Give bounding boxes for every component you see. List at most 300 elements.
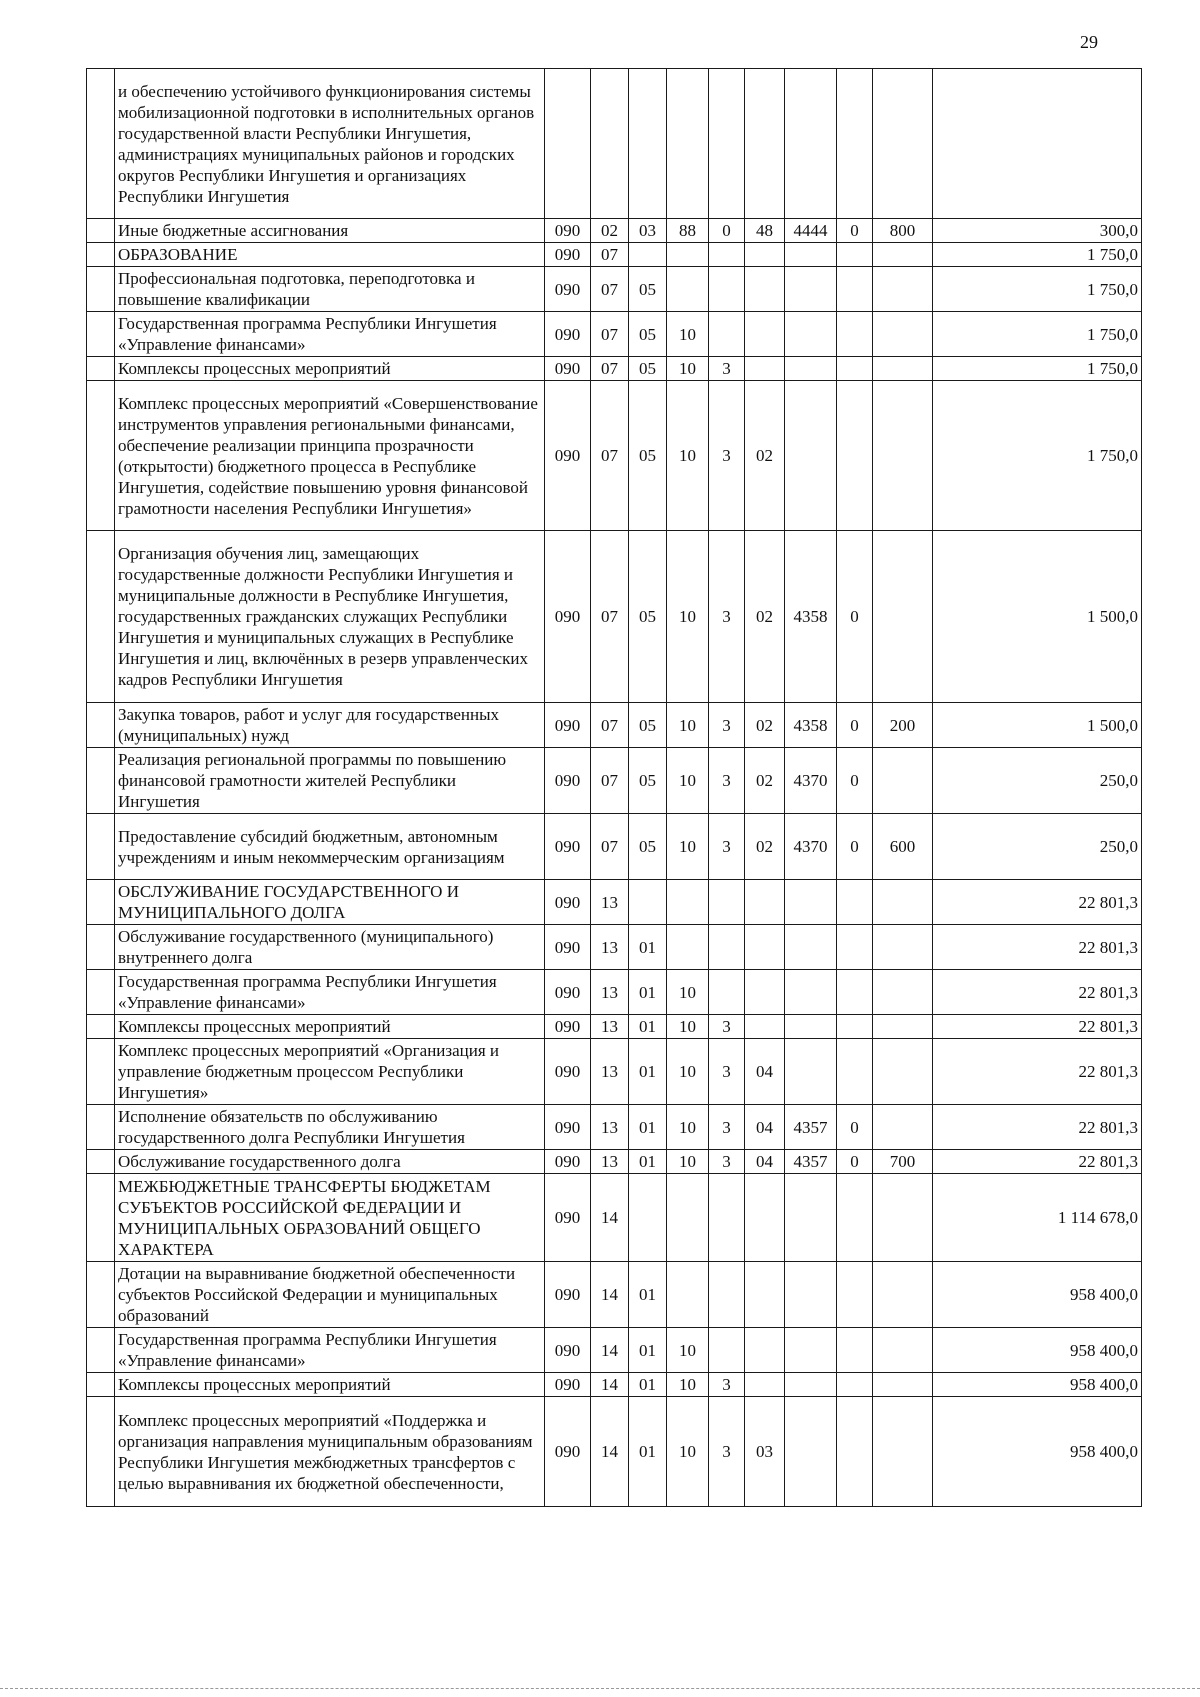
row-index-cell [87, 1174, 115, 1262]
code-cell-c5 [709, 1328, 745, 1373]
amount-cell: 1 750,0 [933, 312, 1142, 357]
row-index-cell [87, 880, 115, 925]
row-name-cell: Дотации на выравнивание бюджетной обеспеченности субъектов Российской Федерации и муниципальных образований [115, 1262, 545, 1328]
code-cell-c8: 0 [837, 219, 873, 243]
amount-cell: 1 750,0 [933, 357, 1142, 381]
row-name-cell: Государственная программа Республики Ингушетия «Управление финансами» [115, 1328, 545, 1373]
row-index-cell [87, 1150, 115, 1174]
code-cell-c9 [873, 531, 933, 703]
table-row [87, 814, 1142, 880]
code-cell-c1: 090 [545, 312, 591, 357]
code-cell-c8: 0 [837, 1105, 873, 1150]
code-cell-c9 [873, 312, 933, 357]
code-cell-c8: 0 [837, 748, 873, 814]
code-cell-c4 [667, 925, 709, 970]
code-cell-c3: 05 [629, 312, 667, 357]
amount-cell: 22 801,3 [933, 1039, 1142, 1105]
row-index-cell [87, 925, 115, 970]
code-cell-c8: 0 [837, 814, 873, 880]
code-cell-c4: 10 [667, 814, 709, 880]
code-cell-c3: 01 [629, 1015, 667, 1039]
code-cell-c6 [745, 243, 785, 267]
amount-cell: 22 801,3 [933, 1105, 1142, 1150]
code-cell-c4 [667, 1174, 709, 1262]
code-cell-c2: 14 [591, 1262, 629, 1328]
code-cell-c5 [709, 312, 745, 357]
code-cell-c7 [785, 880, 837, 925]
code-cell-c3: 05 [629, 267, 667, 312]
code-cell-c5 [709, 880, 745, 925]
code-cell-c5: 3 [709, 381, 745, 531]
table-row [87, 1328, 1142, 1373]
code-cell-c8 [837, 312, 873, 357]
code-cell-c3: 05 [629, 814, 667, 880]
code-cell-c3: 03 [629, 219, 667, 243]
amount-cell: 22 801,3 [933, 1015, 1142, 1039]
code-cell-c6 [745, 925, 785, 970]
code-cell-c9 [873, 925, 933, 970]
code-cell-c3 [629, 1174, 667, 1262]
row-index-cell [87, 970, 115, 1015]
row-name-cell: ОБРАЗОВАНИЕ [115, 243, 545, 267]
code-cell-c4: 10 [667, 1015, 709, 1039]
code-cell-c6: 04 [745, 1105, 785, 1150]
table-row [87, 1262, 1142, 1328]
code-cell-c3: 05 [629, 381, 667, 531]
code-cell-c1: 090 [545, 1150, 591, 1174]
code-cell-c1: 090 [545, 1105, 591, 1150]
code-cell-c5: 3 [709, 703, 745, 748]
code-cell-c3: 01 [629, 925, 667, 970]
table-row [87, 703, 1142, 748]
code-cell-c7 [785, 312, 837, 357]
code-cell-c3: 01 [629, 1150, 667, 1174]
amount-cell: 958 400,0 [933, 1328, 1142, 1373]
code-cell-c8 [837, 381, 873, 531]
row-name-cell: и обеспечению устойчивого функционирования системы мобилизационной подготовки в исполнительных органов государственной власти Республики Ингушетия, администрациях муниципальных районов и городских округов Республики Ингушетия и организациях Республики Ингушетия [115, 69, 545, 219]
table-row [87, 925, 1142, 970]
code-cell-c8: 0 [837, 1150, 873, 1174]
code-cell-c1: 090 [545, 703, 591, 748]
amount-cell: 250,0 [933, 748, 1142, 814]
row-name-cell: Обслуживание государственного (муниципального) внутреннего долга [115, 925, 545, 970]
table-row [87, 219, 1142, 243]
code-cell-c8 [837, 357, 873, 381]
amount-cell: 1 750,0 [933, 267, 1142, 312]
code-cell-c9 [873, 748, 933, 814]
code-cell-c5 [709, 69, 745, 219]
row-index-cell [87, 357, 115, 381]
code-cell-c1: 090 [545, 1039, 591, 1105]
amount-cell: 1 500,0 [933, 703, 1142, 748]
row-name-cell: Иные бюджетные ассигнования [115, 219, 545, 243]
scan-edge-divider [0, 1688, 1200, 1689]
code-cell-c7 [785, 1397, 837, 1507]
code-cell-c4: 10 [667, 1105, 709, 1150]
code-cell-c7 [785, 1373, 837, 1397]
table-row [87, 381, 1142, 531]
code-cell-c8: 0 [837, 531, 873, 703]
code-cell-c1: 090 [545, 267, 591, 312]
code-cell-c7 [785, 1262, 837, 1328]
row-name-cell: ОБСЛУЖИВАНИЕ ГОСУДАРСТВЕННОГО И МУНИЦИПАЛЬНОГО ДОЛГА [115, 880, 545, 925]
code-cell-c2 [591, 69, 629, 219]
code-cell-c2: 07 [591, 814, 629, 880]
budget-table [86, 68, 1142, 1507]
table-row [87, 531, 1142, 703]
code-cell-c2: 13 [591, 1105, 629, 1150]
code-cell-c6: 02 [745, 814, 785, 880]
row-name-cell: Реализация региональной программы по повышению финансовой грамотности жителей Республики Ингушетия [115, 748, 545, 814]
code-cell-c6 [745, 1373, 785, 1397]
code-cell-c4 [667, 243, 709, 267]
code-cell-c7: 4357 [785, 1105, 837, 1150]
table-row [87, 880, 1142, 925]
code-cell-c4: 10 [667, 1328, 709, 1373]
code-cell-c6 [745, 970, 785, 1015]
code-cell-c4: 10 [667, 1397, 709, 1507]
row-index-cell [87, 814, 115, 880]
code-cell-c3: 01 [629, 1039, 667, 1105]
code-cell-c5: 3 [709, 814, 745, 880]
code-cell-c5: 3 [709, 531, 745, 703]
code-cell-c2: 07 [591, 703, 629, 748]
code-cell-c9 [873, 1373, 933, 1397]
code-cell-c1: 090 [545, 1174, 591, 1262]
code-cell-c1: 090 [545, 1262, 591, 1328]
code-cell-c2: 07 [591, 267, 629, 312]
code-cell-c5: 3 [709, 1397, 745, 1507]
code-cell-c5 [709, 925, 745, 970]
code-cell-c4 [667, 880, 709, 925]
code-cell-c8 [837, 1328, 873, 1373]
table-row [87, 1174, 1142, 1262]
code-cell-c2: 14 [591, 1373, 629, 1397]
amount-cell: 22 801,3 [933, 880, 1142, 925]
code-cell-c2: 13 [591, 925, 629, 970]
code-cell-c6 [745, 69, 785, 219]
code-cell-c2: 14 [591, 1328, 629, 1373]
code-cell-c1: 090 [545, 814, 591, 880]
code-cell-c9 [873, 267, 933, 312]
code-cell-c9 [873, 1262, 933, 1328]
row-index-cell [87, 748, 115, 814]
row-index-cell [87, 1328, 115, 1373]
table-row [87, 1397, 1142, 1507]
code-cell-c6 [745, 267, 785, 312]
code-cell-c3 [629, 69, 667, 219]
code-cell-c2: 07 [591, 748, 629, 814]
code-cell-c6 [745, 1262, 785, 1328]
code-cell-c7 [785, 267, 837, 312]
row-name-cell: Предоставление субсидий бюджетным, автономным учреждениям и иным некоммерческим организациям [115, 814, 545, 880]
code-cell-c6: 02 [745, 531, 785, 703]
row-index-cell [87, 703, 115, 748]
code-cell-c2: 13 [591, 1150, 629, 1174]
code-cell-c2: 07 [591, 381, 629, 531]
code-cell-c1: 090 [545, 970, 591, 1015]
code-cell-c7: 4357 [785, 1150, 837, 1174]
row-index-cell [87, 243, 115, 267]
amount-cell: 958 400,0 [933, 1262, 1142, 1328]
code-cell-c7 [785, 357, 837, 381]
code-cell-c7 [785, 925, 837, 970]
code-cell-c9 [873, 243, 933, 267]
amount-cell [933, 69, 1142, 219]
page-number: 29 [1080, 32, 1098, 52]
code-cell-c2: 07 [591, 243, 629, 267]
code-cell-c5 [709, 1262, 745, 1328]
code-cell-c5: 3 [709, 1039, 745, 1105]
code-cell-c6: 04 [745, 1150, 785, 1174]
code-cell-c7 [785, 381, 837, 531]
code-cell-c4: 10 [667, 748, 709, 814]
code-cell-c3: 01 [629, 1262, 667, 1328]
code-cell-c6: 02 [745, 748, 785, 814]
code-cell-c3: 01 [629, 1328, 667, 1373]
code-cell-c4: 10 [667, 1039, 709, 1105]
amount-cell: 250,0 [933, 814, 1142, 880]
code-cell-c4: 10 [667, 357, 709, 381]
row-name-cell: Комплексы процессных мероприятий [115, 1015, 545, 1039]
table-row [87, 1015, 1142, 1039]
amount-cell: 22 801,3 [933, 925, 1142, 970]
code-cell-c7 [785, 69, 837, 219]
code-cell-c9 [873, 1015, 933, 1039]
code-cell-c8 [837, 267, 873, 312]
code-cell-c9 [873, 1105, 933, 1150]
row-index-cell [87, 69, 115, 219]
code-cell-c8: 0 [837, 703, 873, 748]
code-cell-c2: 13 [591, 1015, 629, 1039]
row-name-cell: Комплексы процессных мероприятий [115, 1373, 545, 1397]
code-cell-c2: 07 [591, 531, 629, 703]
code-cell-c7 [785, 1174, 837, 1262]
code-cell-c1: 090 [545, 357, 591, 381]
code-cell-c9 [873, 1328, 933, 1373]
code-cell-c3: 01 [629, 970, 667, 1015]
code-cell-c1: 090 [545, 1373, 591, 1397]
row-name-cell: МЕЖБЮДЖЕТНЫЕ ТРАНСФЕРТЫ БЮДЖЕТАМ СУБЪЕКТОВ РОССИЙСКОЙ ФЕДЕРАЦИИ И МУНИЦИПАЛЬНЫХ ОБРАЗОВАНИЙ ОБЩЕГО ХАРАКТЕРА [115, 1174, 545, 1262]
code-cell-c9 [873, 1039, 933, 1105]
budget-table-body [87, 69, 1142, 1507]
row-name-cell: Исполнение обязательств по обслуживанию государственного долга Республики Ингушетия [115, 1105, 545, 1150]
code-cell-c6: 02 [745, 703, 785, 748]
code-cell-c6 [745, 1015, 785, 1039]
table-row [87, 1373, 1142, 1397]
code-cell-c3: 05 [629, 703, 667, 748]
code-cell-c9: 700 [873, 1150, 933, 1174]
code-cell-c1 [545, 69, 591, 219]
table-row [87, 1150, 1142, 1174]
table-row [87, 243, 1142, 267]
code-cell-c5 [709, 970, 745, 1015]
code-cell-c8 [837, 1039, 873, 1105]
code-cell-c2: 02 [591, 219, 629, 243]
amount-cell: 958 400,0 [933, 1373, 1142, 1397]
code-cell-c6 [745, 312, 785, 357]
table-row [87, 312, 1142, 357]
table-row [87, 748, 1142, 814]
code-cell-c9 [873, 1174, 933, 1262]
code-cell-c8 [837, 880, 873, 925]
code-cell-c9 [873, 970, 933, 1015]
code-cell-c5: 3 [709, 1373, 745, 1397]
code-cell-c2: 07 [591, 357, 629, 381]
code-cell-c6 [745, 880, 785, 925]
amount-cell: 958 400,0 [933, 1397, 1142, 1507]
code-cell-c5: 3 [709, 748, 745, 814]
code-cell-c6: 02 [745, 381, 785, 531]
code-cell-c8 [837, 1174, 873, 1262]
code-cell-c7 [785, 1015, 837, 1039]
code-cell-c7: 4444 [785, 219, 837, 243]
code-cell-c3: 01 [629, 1373, 667, 1397]
code-cell-c4 [667, 69, 709, 219]
row-name-cell: Государственная программа Республики Ингушетия «Управление финансами» [115, 312, 545, 357]
code-cell-c4: 10 [667, 1373, 709, 1397]
code-cell-c5 [709, 1174, 745, 1262]
table-row [87, 267, 1142, 312]
code-cell-c6 [745, 1328, 785, 1373]
code-cell-c7 [785, 1328, 837, 1373]
code-cell-c9: 600 [873, 814, 933, 880]
code-cell-c1: 090 [545, 381, 591, 531]
code-cell-c4 [667, 1262, 709, 1328]
code-cell-c4: 10 [667, 1150, 709, 1174]
code-cell-c4: 10 [667, 381, 709, 531]
row-name-cell: Комплексы процессных мероприятий [115, 357, 545, 381]
row-index-cell [87, 531, 115, 703]
code-cell-c1: 090 [545, 880, 591, 925]
code-cell-c1: 090 [545, 925, 591, 970]
code-cell-c8 [837, 1015, 873, 1039]
row-index-cell [87, 1262, 115, 1328]
code-cell-c3: 01 [629, 1105, 667, 1150]
table-row [87, 1105, 1142, 1150]
code-cell-c1: 090 [545, 1015, 591, 1039]
code-cell-c9 [873, 69, 933, 219]
code-cell-c9 [873, 880, 933, 925]
amount-cell: 22 801,3 [933, 1150, 1142, 1174]
code-cell-c6: 03 [745, 1397, 785, 1507]
row-name-cell: Государственная программа Республики Ингушетия «Управление финансами» [115, 970, 545, 1015]
amount-cell: 1 500,0 [933, 531, 1142, 703]
row-index-cell [87, 1039, 115, 1105]
code-cell-c9 [873, 1397, 933, 1507]
code-cell-c4: 10 [667, 531, 709, 703]
table-row [87, 970, 1142, 1015]
code-cell-c8 [837, 925, 873, 970]
code-cell-c3 [629, 880, 667, 925]
code-cell-c2: 14 [591, 1174, 629, 1262]
row-index-cell [87, 1373, 115, 1397]
row-index-cell [87, 219, 115, 243]
code-cell-c8 [837, 1397, 873, 1507]
row-index-cell [87, 267, 115, 312]
code-cell-c7: 4370 [785, 748, 837, 814]
code-cell-c7: 4370 [785, 814, 837, 880]
code-cell-c6 [745, 357, 785, 381]
code-cell-c8 [837, 243, 873, 267]
code-cell-c1: 090 [545, 243, 591, 267]
code-cell-c1: 090 [545, 748, 591, 814]
code-cell-c8 [837, 1373, 873, 1397]
code-cell-c2: 13 [591, 970, 629, 1015]
row-index-cell [87, 1015, 115, 1039]
code-cell-c3: 01 [629, 1397, 667, 1507]
amount-cell: 1 114 678,0 [933, 1174, 1142, 1262]
code-cell-c4: 10 [667, 703, 709, 748]
code-cell-c4: 10 [667, 312, 709, 357]
code-cell-c4 [667, 267, 709, 312]
code-cell-c5: 0 [709, 219, 745, 243]
code-cell-c1: 090 [545, 1397, 591, 1507]
table-row [87, 1039, 1142, 1105]
table-row [87, 69, 1142, 219]
row-index-cell [87, 381, 115, 531]
amount-cell: 1 750,0 [933, 381, 1142, 531]
code-cell-c3: 05 [629, 531, 667, 703]
row-name-cell: Организация обучения лиц, замещающих государственные должности Республики Ингушетия и муниципальные должности в Республике Ингушетия, государственных гражданских служащих Республики Ингушетия и муниципальных служащих в Республике Ингушетия и лиц, включённых в резерв управленческих кадров Республики Ингушетия [115, 531, 545, 703]
row-name-cell: Профессиональная подготовка, переподготовка и повышение квалификации [115, 267, 545, 312]
code-cell-c7 [785, 243, 837, 267]
code-cell-c5: 3 [709, 1105, 745, 1150]
code-cell-c4: 10 [667, 970, 709, 1015]
code-cell-c7 [785, 970, 837, 1015]
code-cell-c2: 14 [591, 1397, 629, 1507]
row-name-cell: Закупка товаров, работ и услуг для государственных (муниципальных) нужд [115, 703, 545, 748]
code-cell-c7 [785, 1039, 837, 1105]
code-cell-c9: 200 [873, 703, 933, 748]
row-name-cell: Комплекс процессных мероприятий «Совершенствование инструментов управления региональными финансами, обеспечение реализации принципа прозрачности (открытости) бюджетного процесса в Республике Ингушетия, содействие повышению уровня финансовой грамотности населения Республики Ингушетия» [115, 381, 545, 531]
code-cell-c9 [873, 357, 933, 381]
code-cell-c6: 04 [745, 1039, 785, 1105]
code-cell-c4: 88 [667, 219, 709, 243]
amount-cell: 22 801,3 [933, 970, 1142, 1015]
amount-cell: 1 750,0 [933, 243, 1142, 267]
code-cell-c2: 13 [591, 880, 629, 925]
code-cell-c5 [709, 267, 745, 312]
code-cell-c5: 3 [709, 1015, 745, 1039]
code-cell-c2: 07 [591, 312, 629, 357]
code-cell-c1: 090 [545, 1328, 591, 1373]
row-index-cell [87, 1105, 115, 1150]
code-cell-c3 [629, 243, 667, 267]
code-cell-c6 [745, 1174, 785, 1262]
code-cell-c8 [837, 1262, 873, 1328]
code-cell-c1: 090 [545, 219, 591, 243]
code-cell-c8 [837, 69, 873, 219]
code-cell-c9 [873, 381, 933, 531]
code-cell-c7: 4358 [785, 703, 837, 748]
code-cell-c3: 05 [629, 357, 667, 381]
code-cell-c5 [709, 243, 745, 267]
code-cell-c7: 4358 [785, 531, 837, 703]
table-row [87, 357, 1142, 381]
row-name-cell: Комплекс процессных мероприятий «Поддержка и организация направления муниципальным образованиям Республики Ингушетия межбюджетных трансфертов с целью выравнивания их бюджетной обеспеченности, [115, 1397, 545, 1507]
row-name-cell: Комплекс процессных мероприятий «Организация и управление бюджетным процессом Республики Ингушетия» [115, 1039, 545, 1105]
code-cell-c5: 3 [709, 357, 745, 381]
amount-cell: 300,0 [933, 219, 1142, 243]
row-index-cell [87, 312, 115, 357]
code-cell-c6: 48 [745, 219, 785, 243]
code-cell-c1: 090 [545, 531, 591, 703]
code-cell-c3: 05 [629, 748, 667, 814]
row-name-cell: Обслуживание государственного долга [115, 1150, 545, 1174]
code-cell-c5: 3 [709, 1150, 745, 1174]
code-cell-c9: 800 [873, 219, 933, 243]
